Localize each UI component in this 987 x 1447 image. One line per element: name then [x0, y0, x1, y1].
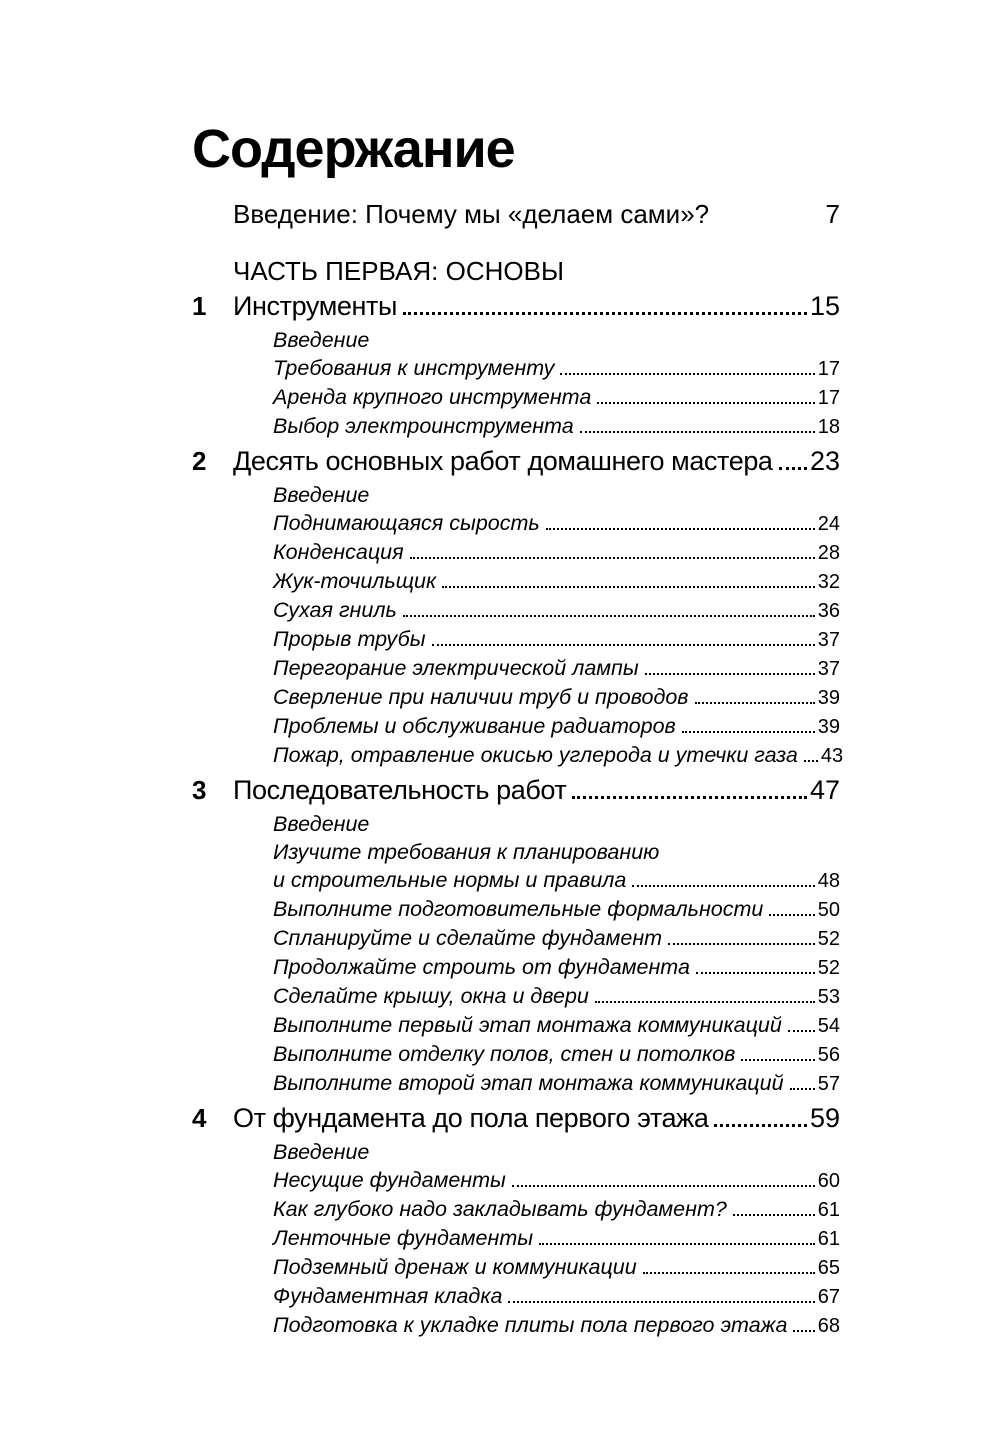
toc-item-page-number: 48 [817, 870, 840, 892]
chapter-entry-row [192, 441, 840, 481]
chapter-page-number: 47 [809, 775, 840, 805]
toc-item-page-number: 68 [817, 1315, 840, 1337]
toc-item-label: Подземный дренаж и коммуникации [273, 1255, 637, 1279]
toc-item-page-number: 61 [817, 1199, 840, 1221]
chapter-entry-row [192, 1098, 840, 1138]
toc-item-page-number: 24 [817, 513, 840, 535]
toc-item-label: Фундаментная кладка [273, 1284, 503, 1308]
dot-leader [632, 885, 814, 887]
toc-item-row [273, 1040, 840, 1069]
toc-item-label: Введение [273, 483, 370, 507]
page-title: Содержание [192, 119, 515, 179]
dot-leader [682, 731, 815, 733]
toc-item-row [273, 509, 840, 538]
dot-leader [741, 1059, 814, 1061]
chapter-list [192, 286, 844, 1340]
toc-item-row [273, 1282, 840, 1311]
intro-entry-row [233, 198, 840, 230]
dot-leader [597, 402, 814, 404]
toc-item-page-number: 39 [817, 687, 840, 709]
chapter-title: От фундамента до пола первого этажа [233, 1103, 709, 1133]
toc-item-row [273, 1253, 840, 1282]
toc-item-row [273, 924, 840, 953]
dot-leader [432, 644, 815, 646]
toc-item-page-number: 37 [817, 629, 840, 651]
toc-item-label: Как глубоко надо закладывать фундамент? [273, 1197, 727, 1221]
toc-item-label: Введение [273, 1140, 370, 1164]
dot-leader [790, 1088, 815, 1090]
chapter-entry-row [192, 286, 840, 326]
chapter-items [273, 326, 840, 441]
dot-leader [804, 760, 818, 762]
toc-item-row [273, 712, 840, 741]
toc-item-row [273, 895, 840, 924]
toc-item-page-number: 43 [820, 745, 844, 767]
toc-item-page-number: 18 [817, 416, 840, 438]
toc-item-row [273, 481, 840, 509]
toc-item-row [273, 810, 840, 838]
dot-leader [410, 557, 815, 559]
toc-item-label: Аренда крупного инструмента [273, 385, 592, 409]
toc-item-row [273, 326, 840, 354]
toc-item-label: Прорыв трубы [273, 627, 426, 651]
toc-item-page-number: 37 [817, 658, 840, 680]
toc-item-row [273, 625, 840, 654]
toc-item-label: Несущие фундаменты [273, 1168, 506, 1192]
chapter-title: Десять основных работ домашнего мастера [233, 446, 773, 476]
chapter-page-number: 23 [809, 446, 840, 476]
dot-leader [442, 586, 815, 588]
toc-item-label: Проблемы и обслуживание радиаторов [273, 714, 676, 738]
toc-item-label: Перегорание электрической лампы [273, 656, 639, 680]
dot-leader [539, 1243, 815, 1245]
toc-item-label: Конденсация [273, 540, 404, 564]
toc-item-row [273, 1224, 840, 1253]
toc-item-label: Поднимающаяся сырость [273, 511, 540, 535]
toc-item-page-number: 60 [817, 1170, 840, 1192]
chapter-items [273, 1138, 840, 1340]
toc-item-label: Сверление при наличии труб и проводов [273, 685, 689, 709]
toc-item-row [273, 654, 840, 683]
chapter-number: 2 [192, 446, 207, 476]
chapter-items [273, 481, 844, 770]
dot-leader [793, 1330, 814, 1332]
toc-item-page-number: 56 [817, 1044, 840, 1066]
toc-item-label: Изучите требования к планированию [273, 840, 660, 864]
toc-item-label: Выбор электроинструмента [273, 414, 574, 438]
intro-entry-label: Введение: Почему мы «делаем сами»? [233, 199, 710, 229]
chapter-number: 1 [192, 291, 207, 321]
toc-item-label: Продолжайте строить от фундамента [273, 955, 690, 979]
toc-item-row [273, 354, 840, 383]
toc-item-page-number: 36 [817, 600, 840, 622]
intro-entry-page-number: 7 [825, 199, 840, 229]
dot-leader [560, 373, 814, 375]
toc-item-page-number: 54 [817, 1015, 840, 1037]
toc-item-page-number: 50 [817, 899, 840, 921]
chapter-section [192, 1098, 840, 1340]
chapter-page-number: 59 [809, 1103, 840, 1133]
toc-item-row [273, 1166, 840, 1195]
toc-item-label: Введение [273, 328, 370, 352]
toc-item-page-number: 52 [817, 957, 840, 979]
dot-leader [733, 1214, 815, 1216]
chapter-number: 3 [192, 775, 207, 805]
toc-item-row [273, 596, 840, 625]
toc-item-row [273, 538, 840, 567]
dot-leader [580, 431, 815, 433]
dot-leader [788, 1030, 815, 1032]
toc-item-row [273, 683, 840, 712]
toc-item-label: Выполните подготовительные формальности [273, 897, 764, 921]
dot-leader [695, 702, 815, 704]
chapter-page-number: 15 [809, 291, 840, 321]
dot-leader [714, 1124, 807, 1127]
dot-leader [512, 1185, 815, 1187]
toc-item-label: Спланируйте и сделайте фундамент [273, 926, 663, 950]
toc-item-row [273, 838, 840, 866]
dot-leader [403, 615, 815, 617]
chapter-title: Инструменты [233, 291, 397, 321]
toc-item-row [273, 1069, 840, 1098]
toc-item-page-number: 65 [817, 1257, 840, 1279]
toc-item-label: Сухая гниль [273, 598, 397, 622]
dot-leader [696, 972, 815, 974]
toc-item-page-number: 67 [817, 1286, 840, 1308]
toc-item-page-number: 39 [817, 716, 840, 738]
toc-item-label: Введение [273, 812, 370, 836]
toc-item-page-number: 28 [817, 542, 840, 564]
toc-item-row [273, 383, 840, 412]
dot-leader [668, 943, 815, 945]
toc-item-row [273, 1138, 840, 1166]
toc-item-page-number: 53 [817, 986, 840, 1008]
dot-leader [595, 1001, 815, 1003]
chapter-section [192, 441, 844, 770]
dot-leader [779, 467, 807, 470]
toc-item-row [273, 412, 840, 441]
toc-item-label: Сделайте крышу, окна и двери [273, 984, 589, 1008]
toc-item-label: и строительные нормы и правила [273, 868, 627, 892]
chapter-items [273, 810, 840, 1098]
chapter-section [192, 770, 840, 1098]
dot-leader [643, 1272, 815, 1274]
toc-item-label: Требования к инструменту [273, 356, 555, 380]
toc-item-label: Выполните второй этап монтажа коммуникаций [273, 1071, 784, 1095]
toc-item-label: Жук-точильщик [273, 569, 437, 593]
toc-item-label: Ленточные фундаменты [273, 1226, 534, 1250]
chapter-title: Последовательность работ [233, 775, 567, 805]
dot-leader [769, 914, 814, 916]
toc-item-row [273, 1011, 840, 1040]
chapter-number: 4 [192, 1103, 207, 1133]
toc-item-label: Выполните первый этап монтажа коммуникаций [273, 1013, 782, 1037]
toc-item-page-number: 61 [817, 1228, 840, 1250]
toc-item-page-number: 57 [817, 1073, 840, 1095]
toc-item-label: Пожар, отравление окисью углерода и утечки газа [273, 743, 798, 767]
toc-item-row [273, 866, 840, 895]
toc-item-label: Подготовка к укладке плиты пола первого этажа [273, 1313, 788, 1337]
toc-item-page-number: 17 [817, 387, 840, 409]
dot-leader [572, 796, 807, 799]
dot-leader [645, 673, 815, 675]
dot-leader [403, 312, 807, 315]
toc-item-row [273, 1311, 840, 1340]
toc-item-row [273, 953, 840, 982]
toc-item-row [273, 982, 840, 1011]
part-heading: ЧАСТЬ ПЕРВАЯ: ОСНОВЫ [233, 256, 564, 286]
toc-item-label: Выполните отделку полов, стен и потолков [273, 1042, 736, 1066]
toc-content [192, 0, 844, 1340]
toc-item-page-number: 52 [817, 928, 840, 950]
dot-leader [508, 1301, 814, 1303]
toc-item-row [273, 1195, 840, 1224]
chapter-entry-row [192, 770, 840, 810]
toc-item-page-number: 17 [817, 358, 840, 380]
toc-item-row [273, 567, 840, 596]
toc-item-page-number: 32 [817, 571, 840, 593]
dot-leader [546, 528, 815, 530]
toc-item-row [273, 741, 844, 770]
chapter-section [192, 286, 840, 441]
